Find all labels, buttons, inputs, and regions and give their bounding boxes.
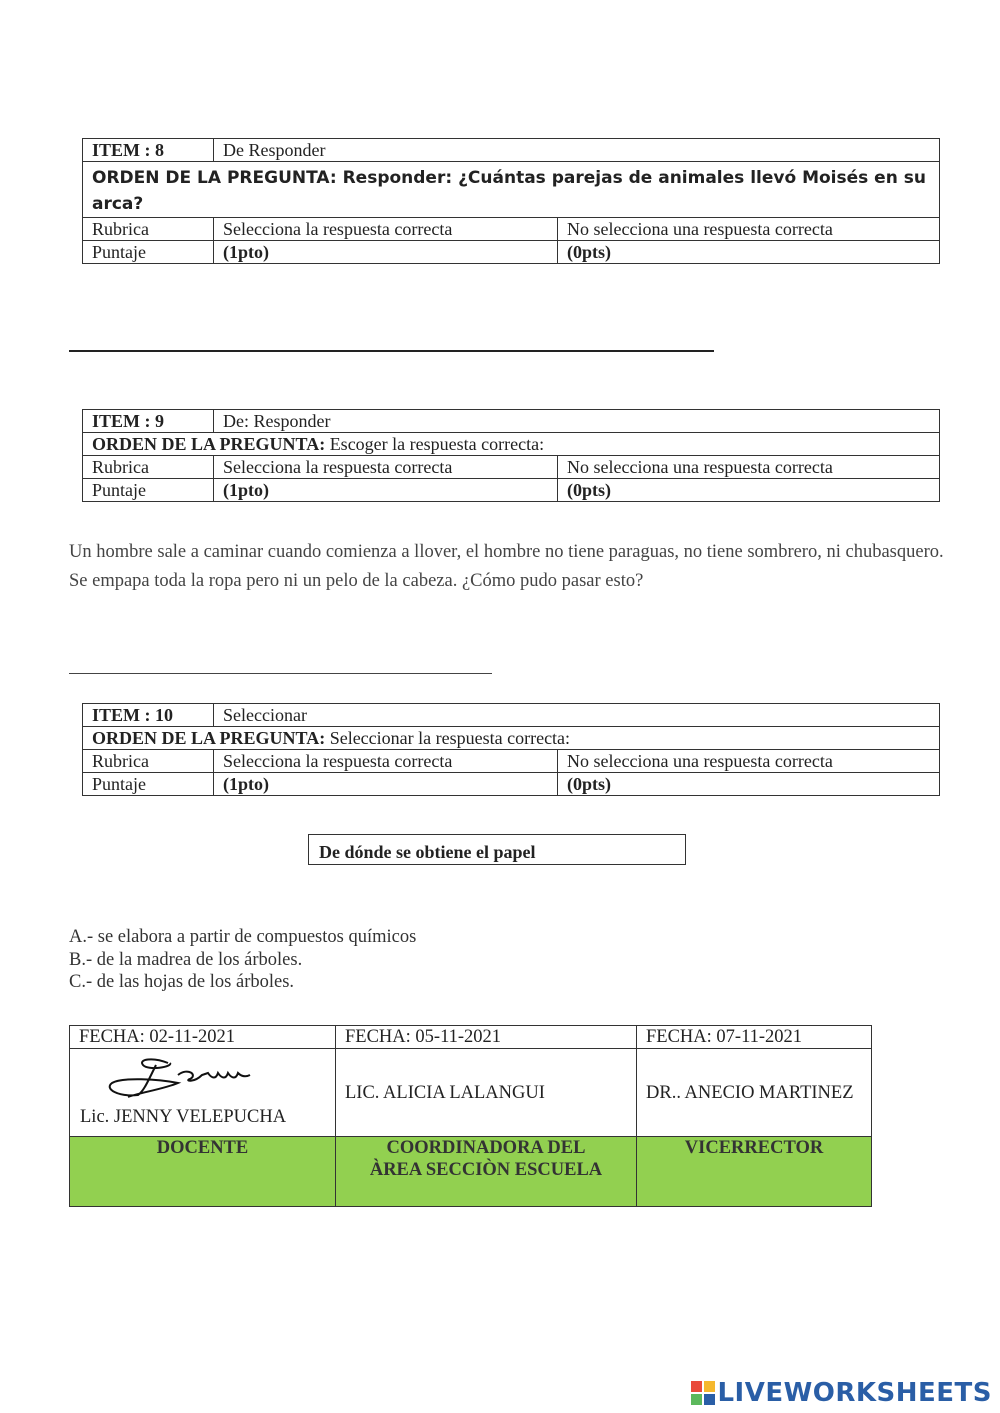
item-8-rubric-label: Rubrica [83,218,214,241]
option-a[interactable]: A.- se elabora a partir de compuestos químicos [69,927,417,947]
item-8-order: ORDEN DE LA PREGUNTA: Responder: ¿Cuántas parejas de animales llevó Moisés en su arca? [83,162,940,218]
item-10-options [69,926,416,994]
answer-line-item-9[interactable] [69,673,492,674]
item-10-score-label: Puntaje [83,773,214,796]
item-10-score-correct: (1pto) [214,773,558,796]
item-10-table [82,703,940,796]
item-8-score-incorrect: (0pts) [558,241,940,264]
item-9-score-label: Puntaje [83,479,214,502]
item-9-order-text: Escoger la respuesta correcta: [325,434,545,454]
date-docente: FECHA: 02-11-2021 [70,1026,336,1049]
item-10-label: ITEM : 10 [83,704,214,727]
item-9-type: De: Responder [214,410,940,433]
option-b[interactable]: B.- de la madrea de los árboles. [69,949,303,970]
item-9-score-incorrect: (0pts) [558,479,940,502]
item-10-rubric-correct: Selecciona la respuesta correcta [214,750,558,773]
brand-name: LIVEWORKSHEETS [717,1378,992,1408]
item-9-order-label: ORDEN DE LA PREGUNTA: [92,434,326,454]
date-coordinadora: FECHA: 05-11-2021 [336,1026,637,1049]
item-10-rubric-label: Rubrica [83,750,214,773]
item-10-question: De dónde se obtiene el papel [308,834,686,865]
item-8-rubric-incorrect: No selecciona una respuesta correcta [558,218,940,241]
answer-line-item-8[interactable] [69,350,714,352]
name-vicerrector: DR.. ANECIO MARTINEZ [637,1049,872,1137]
date-vicerrector: FECHA: 07-11-2021 [637,1026,872,1049]
item-10-rubric-incorrect: No selecciona una respuesta correcta [558,750,940,773]
liveworksheets-logo-icon [691,1381,715,1405]
item-10-score-incorrect: (0pts) [558,773,940,796]
item-8-score-correct: (1pto) [214,241,558,264]
item-10-order-label: ORDEN DE LA PREGUNTA: [92,728,326,748]
item-9-score-correct: (1pto) [214,479,558,502]
name-coordinadora: LIC. ALICIA LALANGUI [336,1049,637,1137]
item-9-rubric-correct: Selecciona la respuesta correcta [214,456,558,479]
item-8-table [82,138,940,264]
item-9-label: ITEM : 9 [83,410,214,433]
item-10-order-text: Seleccionar la respuesta correcta: [325,728,571,748]
item-9-order [83,433,940,456]
role-docente: DOCENTE [70,1137,336,1207]
item-9-rubric-incorrect: No selecciona una respuesta correcta [558,456,940,479]
role-vicerrector: VICERRECTOR [637,1137,872,1207]
role-coordinadora: COORDINADORA DEL ÀREA SECCIÒN ESCUELA [336,1137,637,1207]
item-8-type: De Responder [214,139,940,162]
handwritten-signature [98,1053,298,1111]
item-8-label: ITEM : 8 [83,139,214,162]
item-9-rubric-label: Rubrica [83,456,214,479]
option-c[interactable]: C.- de las hojas de los árboles. [69,972,295,992]
item-9-riddle: Un hombre sale a caminar cuando comienza a llover, el hombre no tiene paraguas, no tiene sombrero, ni chubasquero. Se empapa toda la ropa pero ni un pelo de la cabeza. ¿Cómo pudo pasar esto? [69,542,944,591]
item-10-order [83,727,940,750]
name-docente: Lic. JENNY VELEPUCHA [80,1107,287,1127]
signature-table [69,1025,872,1207]
liveworksheets-brand[interactable] [691,1378,992,1408]
signature-cell-docente [70,1049,336,1137]
item-8-rubric-correct: Selecciona la respuesta correcta [214,218,558,241]
item-8-score-label: Puntaje [83,241,214,264]
item-9-table [82,409,940,502]
item-10-type: Seleccionar [214,704,940,727]
